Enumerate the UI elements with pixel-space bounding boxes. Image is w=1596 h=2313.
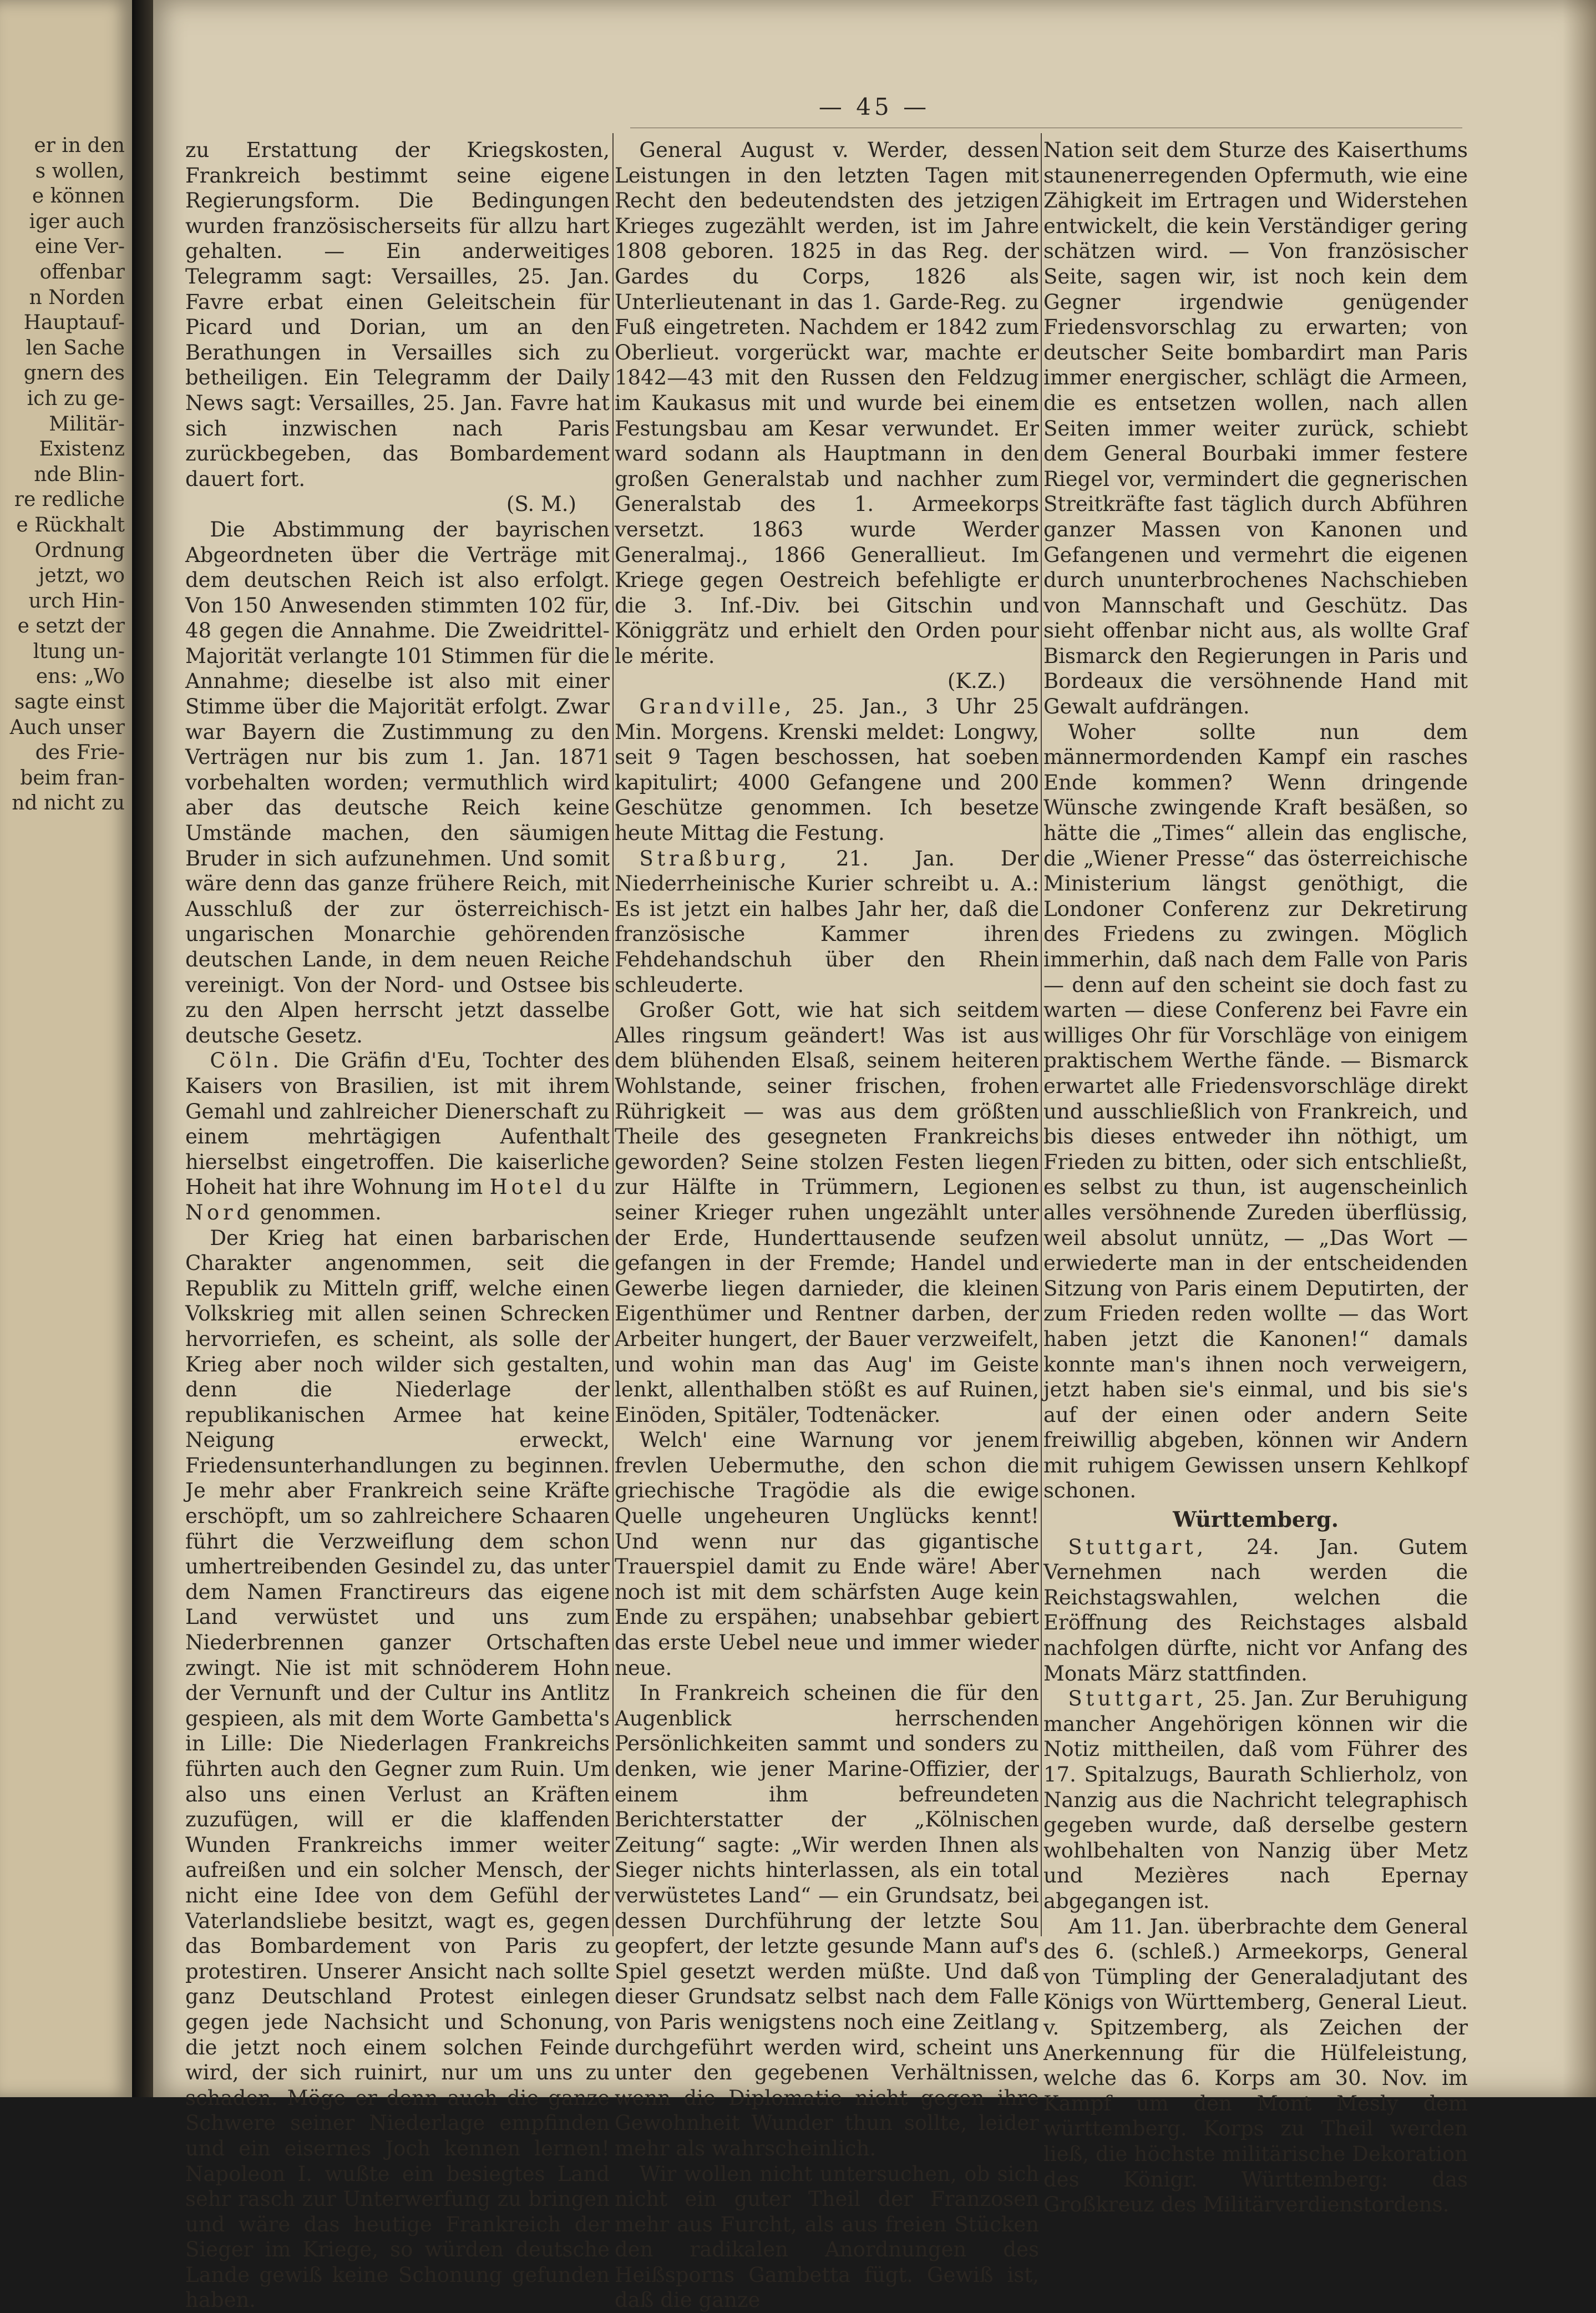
dateline-place: Grandville, xyxy=(639,695,794,718)
paragraph: Woher sollte nun dem männermordenden Kampf ein rasches Ende kommen? Wenn dringende Wünsche zwingende Kraft besäßen, so hätte die „Times“ allein das englische, die „Wiener Presse“ das österreichische Ministerium längst genöthigt, die Londoner Conferenz zur Dekretirung des Friedens zu zwingen. Möglich immerhin, daß nach dem Falle von Paris — denn auf den scheint sie doch fast zu warten — diese Conferenz bei Favre ein williges Ohr für Vorschläge von einigem praktischem Werthe fände. — Bismarck erwartet alle Friedensvorschläge direkt und ausschließlich von Frankreich, und bis dieses entweder ihn nöthigt, um Frieden zu bitten, oder sich entschließt, es selbst zu thun, ist augenscheinlich alles versöhnende Zureden überflüssig, weil absolut unnütz, — „Das Wort — erwiederte man in der entscheidenden Sitzung von Paris einem Deputirten, der zum Frieden reden wollte — das Wort haben jetzt die Kanonen!“ damals konnte man's ihnen noch verweigern, jetzt haben sie's einmal, und bis sie's auf der einen oder andern Seite freiwillig abgeben, können wir Andern mit ruhigem Gewissen unsern Kehlkopf schonen. xyxy=(1043,720,1468,1504)
fragment-line: re redliche xyxy=(0,487,125,513)
column-3 xyxy=(1043,138,1468,2218)
page-number: — 45 — xyxy=(758,93,991,120)
column-rule-1 xyxy=(612,133,614,1936)
paragraph-text: 21. Jan. Der Niederrheinische Kurier schreibt u. A.: Es ist jetzt ein halbes Jahr her, daß die französische Kammer ihren Fehdehandschuh über den Rhein schleuderte. xyxy=(615,847,1039,997)
fragment-line: Existenz xyxy=(0,437,125,462)
fragment-line: Ordnung xyxy=(0,538,125,564)
fragment-line: eine Ver- xyxy=(0,234,125,260)
fragment-line: jetzt, wo xyxy=(0,563,125,589)
paragraph-text: Die Gräfin d'Eu, Tochter des Kaisers von Brasilien, ist mit ihrem Gemahl und zahlreicher Dienerschaft zu einem mehrtägigen Aufenthalt hierselbst eingetroffen. Die kaiserliche Hoheit hat ihre Wohnung im xyxy=(185,1049,610,1199)
source-signature: (K.Z.) xyxy=(615,669,1039,694)
fragment-line: iger auch xyxy=(0,209,125,235)
fragment-line: urch Hin- xyxy=(0,589,125,614)
hotel-name: Hotel du Nord xyxy=(185,1175,610,1224)
page-edge-shadow xyxy=(1563,0,1596,2097)
paragraph xyxy=(185,1048,610,1225)
paragraph xyxy=(615,694,1039,846)
fragment-line: offenbar xyxy=(0,260,125,285)
paragraph: Welch' eine Warnung vor jenem frevlen Uebermuthe, den schon die griechische Tragödie als die ewige Quelle ungeheuren Unglücks kennt! Und wenn nur das gigantische Trauerspiel damit zu Ende wäre! Aber noch ist mit dem schärfsten Auge kein Ende zu erspähen; unabsehbar gebiert das erste Uebel neue und immer wieder neue. xyxy=(615,1428,1039,1681)
paragraph xyxy=(1043,1535,1468,1687)
dateline-place: Cöln. xyxy=(210,1049,282,1072)
section-heading: Württemberg. xyxy=(1043,1507,1468,1532)
paragraph xyxy=(615,846,1039,998)
dateline-place: Straßburg, xyxy=(639,847,790,870)
column-rule-2 xyxy=(1041,133,1042,1936)
paragraph-text: 25. Jan., 3 Uhr 25 Min. Morgens. Krenski meldet: Longwy, seit 9 Tagen beschossen, hat soeben kapitulirt; 4000 Gefangene und 200 Geschütze genommen. Ich besetze heute Mittag die Festung. xyxy=(615,695,1039,845)
fragment-line: ltung un- xyxy=(0,639,125,665)
previous-page-fragments xyxy=(0,133,125,816)
fragment-line: len Sache xyxy=(0,336,125,361)
fragment-line: sagte einst xyxy=(0,690,125,715)
paragraph: Nation seit dem Sturze des Kaiserthums staunenerregenden Opfermuth, wie eine Zähigkeit im Ertragen und Widerstehen entwickelt, die kein Verständiger gering schätzen wird. — Von französischer Seite, sagen wir, ist noch kein dem Gegner irgendwie genügender Friedensvorschlag zu erwarten; von deutscher Seite bombardirt man Paris immer energischer, schlägt die Armeen, die es entsetzen wollen, nach allen Seiten immer weiter zurück, schiebt dem General Bourbaki immer festere Riegel vor, vermindert die gegnerischen Streitkräfte fast täglich durch Abführen ganzer Massen von Kanonen und Gefangenen und vermehrt die eigenen durch ununterbrochenes Nachschieben von Mannschaft und Geschütz. Das sieht offenbar nicht aus, als wollte Graf Bismarck den Regierungen in Paris und Bordeaux die versöhnende Hand mit Gewalt aufdrängen. xyxy=(1043,138,1468,720)
fragment-line: ens: „Wo xyxy=(0,664,125,690)
fragment-line: e können xyxy=(0,184,125,209)
dateline-place: Stuttgart, xyxy=(1068,1687,1207,1710)
newspaper-page xyxy=(153,0,1596,2097)
paragraph: In Frankreich scheinen die für den Augenblick herrschenden Persönlichkeiten sammt und sonders zu denken, wie jener Marine-Offizier, der einem ihm befreundeten Berichterstatter der „Kölnischen Zeitung“ sagte: „Wir werden Ihnen als Sieger nichts hinterlassen, als ein total verwüstetes Land“ — ein Grundsatz, bei dessen Durchführung der letzte Sou geopfert, der letzte gesunde Mann auf's Spiel gesetzt werden müßte. Und daß dieser Grundsatz selbst nach dem Falle von Paris wenigstens noch eine Zeitlang durchgeführt werden wird, scheint uns unter den gegebenen Verhältnissen, wenn die Diplomatie nicht gegen ihre Gewohnheit Wunder thun sollte, leider mehr als wahrscheinlich. xyxy=(615,1681,1039,2161)
paragraph: Am 11. Jan. überbrachte dem General des 6. (schleß.) Armeekorps, General von Tümpling der Generaladjutant des Königs von Württemberg, General Lieut. v. Spitzemberg, als Zeichen der Anerkennung für die Hülfeleistung, welche das 6. Korps am 30. Nov. im Kampf um den Mont Mesly dem württemberg. Korps zu Theil werden ließ, die höchste militärische Dekoration des Königr. Württemberg: das Großkreuz des Militärverdienstordens. xyxy=(1043,1914,1468,2218)
fragment-line: des Frie- xyxy=(0,740,125,766)
fragment-line: Militär- xyxy=(0,412,125,437)
paragraph xyxy=(1043,1686,1468,1914)
previous-page-edge xyxy=(0,0,132,2097)
paragraph: zu Erstattung der Kriegskosten, Frankreich bestimmt seine eigene Regierungsform. Die Bedingungen wurden französischerseits für allzu hart gehalten. — Ein anderweitiges Telegramm sagt: Versailles, 25. Jan. Favre erbat einen Geleitschein für Picard und Dorian, um an den Berathungen in Versailles sich zu betheiligen. Ein Telegramm der Daily News sagt: Versailles, 25. Jan. Favre hat sich inzwischen nach Paris zurückbegeben, das Bombardement dauert fort. xyxy=(185,138,610,492)
paragraph: General August v. Werder, dessen Leistungen in den letzten Tagen mit Recht den bedeutendsten des jetzigen Krieges zugezählt werden, ist im Jahre 1808 geboren. 1825 in das Reg. der Gardes du Corps, 1826 als Unterlieutenant in das 1. Garde-Reg. zu Fuß eingetreten. Nachdem er 1842 zum Oberlieut. vorgerückt war, machte er 1842—43 mit den Russen den Feldzug im Kaukasus mit und wurde bei einem Festungsbau am Kesar verwundet. Er ward sodann als Hauptmann in den großen Generalstab und nachher zum Generalstab des 1. Armeekorps versetzt. 1863 wurde Werder Generalmaj., 1866 Generallieut. Im Kriege gegen Oestreich befehligte er die 3. Inf.-Div. bei Gitschin und Königgrätz und erhielt den Orden pour le mérite. xyxy=(615,138,1039,669)
paragraph: Großer Gott, wie hat sich seitdem Alles ringsum geändert! Was ist aus dem blühenden Elsaß, seinem heiteren Wohlstande, seiner frischen, frohen Rührigkeit — was aus dem größten Theile des gesegneten Frankreichs geworden? Seine stolzen Festen liegen zur Hälfte in Trümmern, Legionen seiner Krieger ruhen ungezählt unter der Erde, Hunderttausende seufzen gefangen in der Fremde; Handel und Gewerbe liegen darnieder, die kleinen Eigenthümer und Rentner darben, der Arbeiter hungert, der Bauer verzweifelt, und wohin man das Aug' im Geiste lenkt, allenthalben stößt es auf Ruinen, Einöden, Spitäler, Todtenäcker. xyxy=(615,998,1039,1428)
fragment-line: ich zu ge- xyxy=(0,386,125,412)
fragment-line: nd nicht zu xyxy=(0,791,125,816)
paragraph-text: genommen. xyxy=(254,1201,382,1224)
column-2 xyxy=(615,138,1039,2313)
paragraph-text: 25. Jan. Zur Beruhigung mancher Angehörigen können wir die Notiz mittheilen, daß vom Führer des 17. Spitalzugs, Baurath Schlierholz, von Nanzig aus die Nachricht telegraphisch gegeben wurde, daß derselbe gestern wohlbehalten von Nanzig über Metz und Mezières nach Epernay abgegangen ist. xyxy=(1043,1687,1468,1913)
fragment-line: Auch unser xyxy=(0,715,125,741)
book-gutter xyxy=(132,0,153,2097)
paragraph: Die Abstimmung der bayrischen Abgeordneten über die Verträge mit dem deutschen Reich ist also erfolgt. Von 150 Anwesenden stimmten 102 für, 48 gegen die Annahme. Die Zweidrittel-Majorität verlangte 101 Stimmen für die Annahme; dieselbe ist also mit einer Stimme über die Majorität erfolgt. Zwar war Bayern die Zustimmung zu den Verträgen nur bis zum 1. Jan. 1871 vorbehalten worden; vermuthlich wird aber das deutsche Reich keine Umstände machen, den säumigen Bruder in sich aufzunehmen. Und somit wäre denn das ganze frühere Reich, mit Ausschluß der zur österreichisch-ungarischen Monarchie gehörenden deutschen Lande, in dem neuen Reiche vereinigt. Von der Nord- und Ostsee bis zu den Alpen herrscht jetzt dasselbe deutsche Gesetz. xyxy=(185,517,610,1048)
dateline-place: Stuttgart, xyxy=(1068,1535,1207,1559)
paragraph: Der Krieg hat einen barbarischen Charakter angenommen, seit die Republik zu Mitteln griff, welche einen Volkskrieg mit allen seinen Schrecken hervorriefen, es scheint, als solle der Krieg aber noch wilder sich gestalten, denn die Niederlage der republikanischen Armee hat keine Neigung erweckt, Friedensunterhandlungen zu beginnen. Je mehr aber Frankreich seine Kräfte erschöpft, um so zahlreichere Schaaren führt die Verzweiflung dem schon umhertreibenden Gesindel zu, das unter dem Namen Franctireurs das eigene Land verwüstet und uns zum Niederbrennen ganzer Ortschaften zwingt. Nie ist mit schnöderem Hohn der Vernunft und der Cultur ins Antlitz gespieen, als mit dem Worte Gambetta's in Lille: Die Niederlagen Frankreichs führten auch den Gegner zum Ruin. Um also uns einen Verlust an Kräften zuzufügen, will er die klaffenden Wunden Frankreichs immer weiter aufreißen und ein solcher Mensch, der nicht eine Idee von dem Gefühl der Vaterlandsliebe besitzt, wagt es, gegen das Bombardement von Paris zu protestiren. Unserer Ansicht nach sollte ganz Deutschland Protest einlegen gegen jede Nachsicht und Schonung, die jetzt noch einem solchen Feinde wird, der sich ruinirt, nur um uns zu schaden. Möge er denn auch die ganze Schwere seiner Niederlage empfinden und ein eisernes Joch kennen lernen! Napoleon I. wußte ein besiegtes Land sehr rasch zur Unterwerfung zu bringen und wäre das heutige Frankreich der Sieger im Kriege, so würden deutsche Lande gewiß keine Schonung gefunden haben. xyxy=(185,1226,610,2313)
fragment-line: er in den xyxy=(0,133,125,159)
fragment-line: nde Blin- xyxy=(0,462,125,488)
fragment-line: n Norden xyxy=(0,285,125,311)
paragraph: Wir wollen nicht untersuchen, ob sich nicht ein guter Theil der Franzosen mehr aus Furcht, als aus freien Stücken den radikalen Anordnungen des Heißsporns Gambetta fügt. Gewiß ist, daß die ganze xyxy=(615,2162,1039,2313)
fragment-line: e setzt der xyxy=(0,614,125,639)
paragraph-text: 24. Jan. Gutem Vernehmen nach werden die Reichstagswahlen, welchen die Eröffnung des Reichstages alsbald nachfolgen dürfte, nicht vor Anfang des Monats März stattfinden. xyxy=(1043,1535,1468,1686)
fragment-line: e Rückhalt xyxy=(0,513,125,538)
fragment-line: s wollen, xyxy=(0,159,125,184)
fragment-line: Hauptauf- xyxy=(0,310,125,336)
source-signature: (S. M.) xyxy=(185,492,610,517)
fragment-line: beim fran- xyxy=(0,766,125,791)
fragment-line: gnern des xyxy=(0,361,125,386)
column-1 xyxy=(185,138,610,2313)
